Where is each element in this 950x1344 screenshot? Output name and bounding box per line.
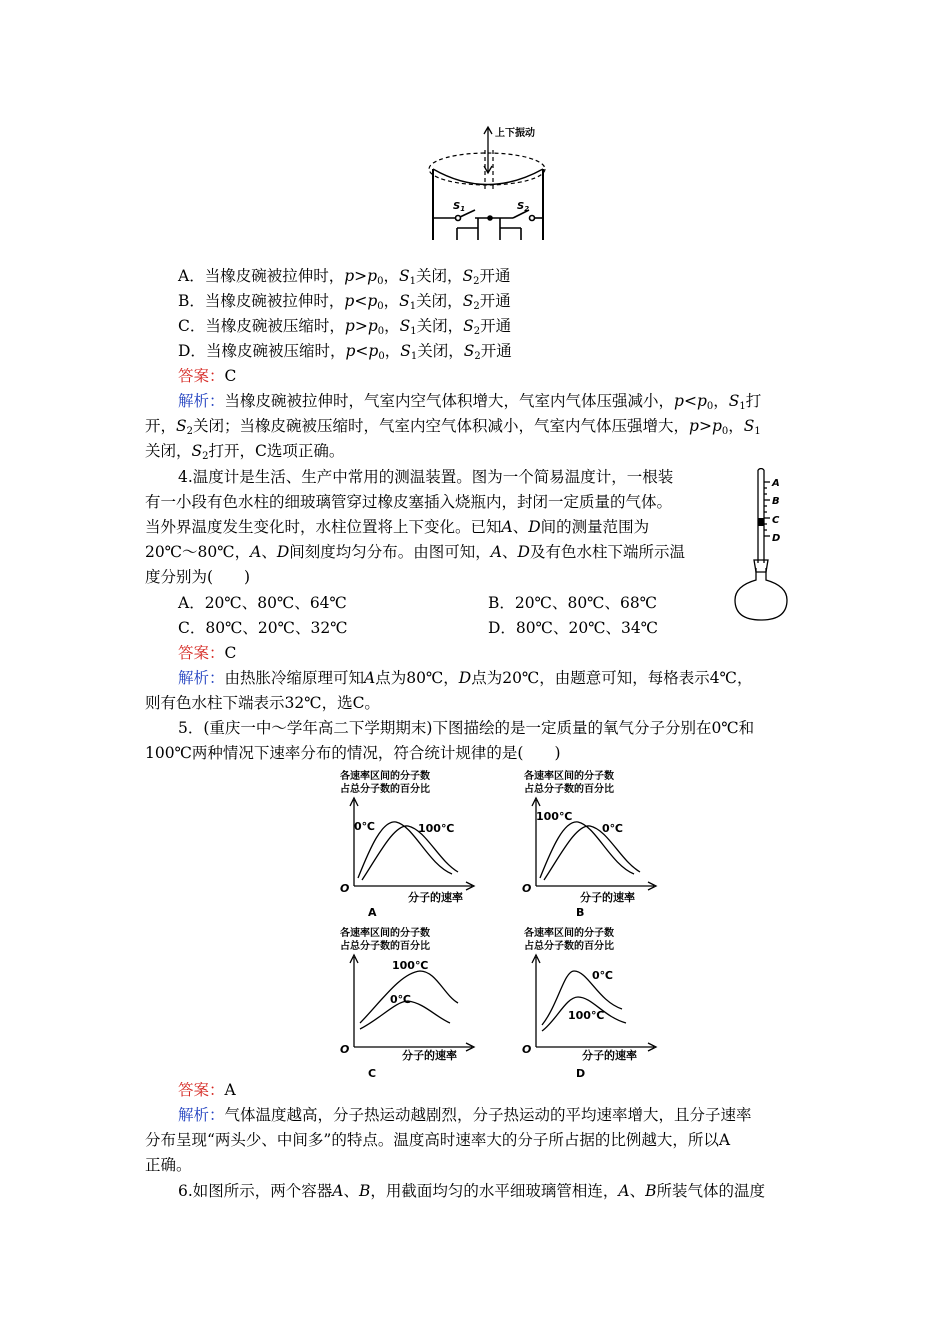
svg-text:各速率区间的分子数: 各速率区间的分子数 (340, 928, 430, 939)
q4-option-d: D．80℃、20℃、34℃ (488, 619, 659, 637)
q3-analysis-line1: 解析：当橡皮碗被拉伸时，气室内空气体积增大，气室内气体压强减小，$p<p_0$，$S_1$打 (178, 392, 762, 412)
q3-option-c: C．当橡皮碗被压缩时，$p>p_0$，$S_1$关闭，$S_2$开通 (178, 317, 512, 337)
graph-b-label-0c: 0℃ (602, 822, 623, 835)
svg-text:各速率区间的分子数: 各速率区间的分子数 (340, 771, 430, 782)
svg-text:各速率区间的分子数: 各速率区间的分子数 (524, 928, 614, 939)
flask-label-a: A (772, 478, 780, 489)
svg-text:各速率区间的分子数: 各速率区间的分子数 (524, 771, 614, 782)
graph-a (340, 768, 480, 923)
svg-text:分子的速率: 分子的速率 (582, 1049, 637, 1062)
graph-d-label-0c: 0℃ (592, 969, 613, 982)
svg-text:O: O (522, 882, 532, 895)
svg-text:占总分子数的百分比: 占总分子数的百分比 (524, 784, 614, 795)
graph-d-label-100c: 100℃ (568, 1009, 605, 1022)
graph-c-label-0c: 0℃ (390, 993, 411, 1006)
q5-answer: 答案：A (178, 1081, 236, 1099)
flask-label-d: D (772, 533, 781, 544)
q5-analysis-line2: 分布呈现“两头少、中间多”的特点。温度高时速率大的分子所占据的比例越大，所以A (145, 1131, 731, 1149)
q3-analysis-line2: 开，$S_2$关闭；当橡皮碗被压缩时，气室内空气体积减小，气室内气体压强增大，$p>p_0$，$S_1$ (145, 417, 761, 437)
flask-label-b: B (772, 496, 780, 507)
graph-b-label-100c: 100℃ (536, 810, 573, 823)
svg-text:分子的速率: 分子的速率 (402, 1049, 457, 1062)
graph-d-label: D (576, 1067, 586, 1080)
thermometer-figure (730, 468, 805, 623)
graph-d (522, 925, 662, 1080)
q3-option-a: A．当橡皮碗被拉伸时，$p>p_0$，$S_1$关闭，$S_2$开通 (178, 267, 511, 287)
graph-b-label: B (576, 906, 585, 919)
graph-b (522, 768, 662, 923)
q4-analysis-line2: 则有色水柱下端表示32℃，选C。 (145, 694, 380, 712)
q5-analysis-line1: 解析：气体温度越高，分子热运动越剧烈，分子热运动的平均速率增大，且分子速率 (178, 1106, 752, 1124)
s1-label: S (453, 201, 461, 212)
q3-analysis-line3: 关闭，$S_2$打开，C选项正确。 (145, 442, 345, 462)
q4-option-a: A．20℃、80℃、64℃ (178, 594, 347, 612)
s2-label: S (517, 201, 525, 212)
q4-option-c: C．80℃、20℃、32℃ (178, 619, 348, 637)
pump-figure (425, 122, 575, 242)
q4-stem-line3: 当外界温度发生变化时，水柱位置将上下变化。已知A、D间的测量范围为 (145, 518, 650, 536)
q4-analysis-line1: 解析：由热胀冷缩原理可知A点为80℃，D点为20℃，由题意可知，每格表示4℃， (178, 669, 753, 687)
q5-analysis-line3: 正确。 (145, 1156, 192, 1174)
q4-stem-line4: 20℃～80℃，A、D间刻度均匀分布。由图可知，A、D及有色水柱下端所示温 (145, 543, 685, 561)
q4-option-b: B．20℃、80℃、68℃ (488, 594, 658, 612)
graph-a-label: A (368, 906, 377, 919)
graph-b-curve-0c (544, 826, 640, 880)
q3-option-d: D．当橡皮碗被压缩时，$p<p_0$，$S_1$关闭，$S_2$开通 (178, 342, 512, 362)
q4-stem-line2: 有一小段有色水柱的细玻璃管穿过橡皮塞插入烧瓶内，封闭一定质量的气体。 (145, 493, 673, 511)
q6-stem-line1: 6.如图所示，两个容器A、B，用截面均匀的水平细玻璃管相连，A、B所装气体的温度 (178, 1182, 766, 1200)
svg-text:O: O (340, 882, 350, 895)
flask-label-c: C (772, 515, 780, 526)
graph-c (340, 925, 480, 1080)
svg-text:占总分子数的百分比: 占总分子数的百分比 (340, 784, 430, 795)
q4-stem-line1: 4.温度计是生活、生产中常用的测温装置。图为一个简易温度计，一根装 (178, 468, 674, 486)
graph-a-label-100c: 100℃ (418, 822, 455, 835)
vibration-label: 上下振动 (495, 128, 535, 139)
svg-text:O: O (522, 1043, 532, 1056)
svg-text:分子的速率: 分子的速率 (580, 891, 635, 904)
q4-answer: 答案：C (178, 644, 237, 662)
svg-text:S1: $S_1$ (453, 201, 466, 213)
graph-c-label: C (368, 1067, 377, 1080)
svg-text:分子的速率: 分子的速率 (408, 891, 463, 904)
svg-text:O: O (340, 1043, 350, 1056)
svg-text:占总分子数的百分比: 占总分子数的百分比 (340, 941, 430, 952)
q5-stem-line1: 5．(重庆一中～学年高二下学期期末)下图描绘的是一定质量的氧气分子分别在0℃和 (178, 719, 755, 737)
q5-stem-line2: 100℃两种情况下速率分布的情况，符合统计规律的是( ) (145, 744, 561, 762)
graph-c-label-100c: 100℃ (392, 959, 429, 972)
svg-text:占总分子数的百分比: 占总分子数的百分比 (524, 941, 614, 952)
q3-option-b: B．当橡皮碗被拉伸时，$p<p_0$，$S_1$关闭，$S_2$开通 (178, 292, 511, 312)
q4-stem-line5: 度分别为( ) (145, 568, 251, 586)
q3-answer: 答案：C (178, 367, 237, 385)
svg-text:S2: $S_2$ (517, 201, 530, 213)
graph-a-label-0c: 0℃ (354, 820, 375, 833)
